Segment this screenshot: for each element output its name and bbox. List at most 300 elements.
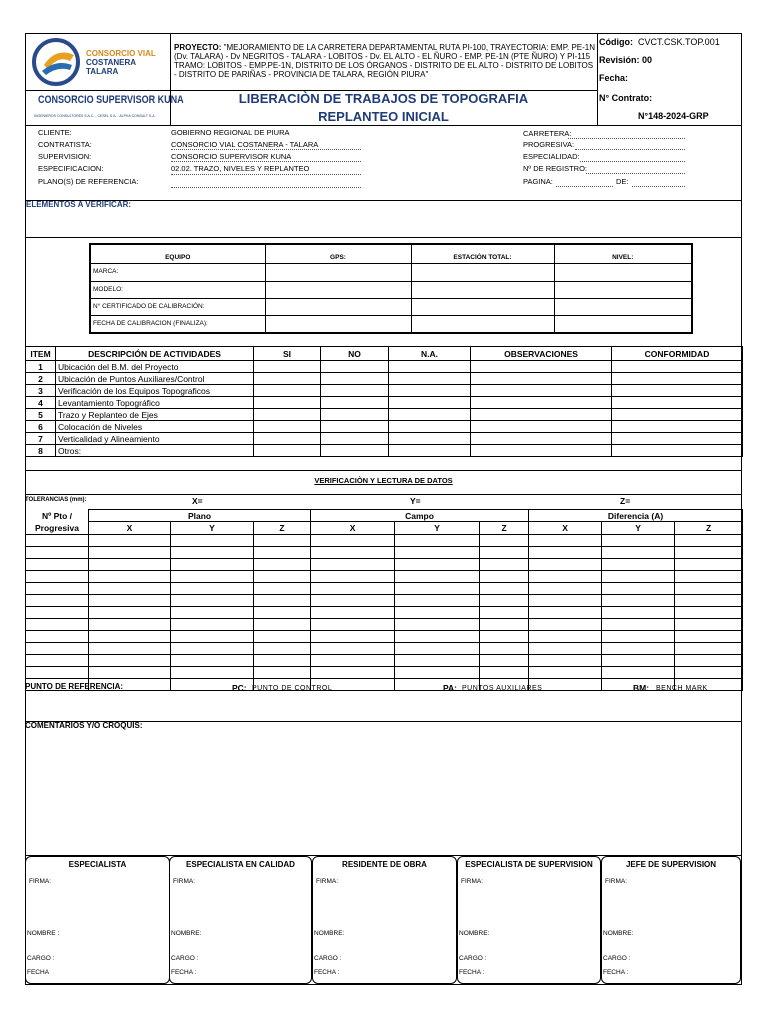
conformidad-cell[interactable] (612, 361, 743, 373)
conformidad-cell[interactable] (612, 421, 743, 433)
reading-cell[interactable] (171, 654, 254, 666)
reading-cell[interactable] (26, 582, 89, 594)
no-cell[interactable] (321, 373, 389, 385)
contratista-label: CONTRATISTA: (38, 140, 92, 149)
reading-cell[interactable] (311, 606, 395, 618)
activity-description: Verticalidad y Alineamiento (56, 433, 254, 445)
cell[interactable] (265, 315, 411, 333)
reading-cell[interactable] (529, 570, 602, 582)
reading-cell[interactable] (311, 570, 395, 582)
de-label: DE: (616, 177, 629, 186)
tol-x: X= (192, 496, 203, 506)
reading-cell[interactable] (675, 618, 743, 630)
fecha-label: Fecha: (599, 73, 629, 83)
table-row (26, 642, 743, 654)
reading-cell[interactable] (26, 546, 89, 558)
nombre-label: NOMBRE: (171, 930, 202, 937)
table-row (26, 594, 743, 606)
si-cell[interactable] (254, 385, 321, 397)
field-line[interactable] (171, 149, 361, 150)
reading-cell[interactable] (311, 594, 395, 606)
reading-cell[interactable] (529, 618, 602, 630)
reading-cell[interactable] (26, 654, 89, 666)
reading-cell[interactable] (395, 582, 480, 594)
project-block (174, 43, 596, 79)
reading-cell[interactable] (254, 558, 311, 570)
contratista-value: CONSORCIO VIAL COSTANERA - TALARA (171, 140, 319, 149)
reading-cell[interactable] (602, 618, 675, 630)
table-row (26, 618, 743, 630)
planos-field[interactable] (171, 187, 361, 188)
bm-label: BM: (633, 683, 650, 693)
progresiva-field[interactable] (575, 149, 685, 150)
z-header: Z (675, 522, 743, 534)
reading-cell[interactable] (675, 582, 743, 594)
reading-cell[interactable] (311, 618, 395, 630)
comentarios-title: COMENTARIOS Y/O CROQUIS: (25, 721, 143, 730)
reading-cell[interactable] (602, 570, 675, 582)
reading-cell[interactable] (171, 642, 254, 654)
reading-cell[interactable] (89, 582, 171, 594)
si-cell[interactable] (254, 421, 321, 433)
especialidad-label: ESPECIALIDAD: (523, 152, 580, 161)
y-header: Y (171, 522, 254, 534)
firma-label: FIRMA: (461, 878, 484, 885)
reading-cell[interactable] (529, 558, 602, 570)
reading-cell[interactable] (480, 546, 529, 558)
pto-header (26, 510, 89, 535)
item-number: 6 (26, 421, 56, 433)
na-cell[interactable] (389, 361, 471, 373)
reading-cell[interactable] (254, 570, 311, 582)
cell[interactable] (554, 298, 692, 315)
reading-cell[interactable] (602, 594, 675, 606)
reading-cell[interactable] (395, 570, 480, 582)
registro-label: Nº DE REGISTRO: (523, 164, 587, 173)
observaciones-cell[interactable] (471, 385, 612, 397)
reading-cell[interactable] (395, 642, 480, 654)
si-cell[interactable] (254, 445, 321, 457)
conformidad-cell[interactable] (612, 409, 743, 421)
reading-cell[interactable] (480, 558, 529, 570)
reading-cell[interactable] (675, 666, 743, 678)
divider (25, 125, 742, 126)
na-cell[interactable] (389, 433, 471, 445)
observaciones-cell[interactable] (471, 409, 612, 421)
pto-header-line2: Progresiva (35, 522, 79, 533)
fecha-label: FECHA : (314, 969, 340, 976)
na-cell[interactable] (389, 397, 471, 409)
si-cell[interactable] (254, 433, 321, 445)
nombre-label: NOMBRE : (27, 930, 60, 937)
reading-cell[interactable] (675, 534, 743, 546)
nombre-label: NOMBRE: (314, 930, 345, 937)
certificado-label: N° CERTIFICADO DE CALIBRACIÓN: (90, 298, 265, 315)
carretera-field[interactable] (568, 138, 685, 139)
reading-cell[interactable] (171, 558, 254, 570)
divider (25, 494, 742, 495)
reading-cell[interactable] (254, 534, 311, 546)
item-number: 5 (26, 409, 56, 421)
reading-cell[interactable] (529, 642, 602, 654)
item-number: 3 (26, 385, 56, 397)
reading-cell[interactable] (311, 666, 395, 678)
activity-description: Levantamiento Topográfico (56, 397, 254, 409)
contractor-logo (30, 37, 168, 87)
supervisor-sub: INGENIEROS CONSULTORES S.A.C. - CESEL S.A. - ALPHA CONSULT S.A. (34, 114, 156, 118)
na-cell[interactable] (389, 409, 471, 421)
especialidad-field[interactable] (580, 161, 685, 162)
item-header: ITEM (26, 347, 56, 361)
reading-cell[interactable] (89, 606, 171, 618)
reading-cell[interactable] (395, 558, 480, 570)
firma-label: FIRMA: (173, 878, 196, 885)
reading-cell[interactable] (26, 642, 89, 654)
reading-cell[interactable] (311, 534, 395, 546)
fecha-label: FECHA : (603, 969, 629, 976)
reading-cell[interactable] (26, 594, 89, 606)
reading-cell[interactable] (89, 570, 171, 582)
reading-cell[interactable] (675, 642, 743, 654)
signature-box[interactable] (601, 856, 741, 984)
no-cell[interactable] (321, 433, 389, 445)
table-row (26, 421, 743, 433)
reading-cell[interactable] (602, 630, 675, 642)
observaciones-header: OBSERVACIONES (471, 347, 612, 361)
logo-line3: TALARA (86, 67, 119, 76)
reading-cell[interactable] (26, 534, 89, 546)
lectura-title: VERIFICACIÒN Y LECTURA DE DATOS (314, 476, 453, 485)
tol-z: Z= (620, 496, 631, 506)
supervision-label: SUPERVISION: (38, 152, 92, 161)
conformidad-cell[interactable] (612, 373, 743, 385)
modelo-label: MODELO: (90, 281, 265, 298)
reading-cell[interactable] (26, 630, 89, 642)
reading-cell[interactable] (675, 558, 743, 570)
reading-cell[interactable] (171, 546, 254, 558)
reading-cell[interactable] (89, 642, 171, 654)
cell[interactable] (554, 263, 692, 281)
conformidad-cell[interactable] (612, 433, 743, 445)
planos-label: PLANO(S) DE REFERENCIA: (38, 177, 139, 186)
project-label: PROYECTO: (174, 43, 222, 52)
x-header: X (529, 522, 602, 534)
reading-cell[interactable] (480, 582, 529, 594)
reading-cell[interactable] (480, 534, 529, 546)
nivel-header: NIVEL: (554, 244, 692, 263)
reading-cell[interactable] (171, 534, 254, 546)
reading-cell[interactable] (254, 546, 311, 558)
form-title: LIBERACIÒN DE TRABAJOS DE TOPOGRAFIA (238, 91, 529, 106)
reading-cell[interactable] (675, 570, 743, 582)
codigo-label: Código: (599, 37, 633, 47)
consortium-emblem-icon (30, 37, 82, 87)
reading-cell[interactable] (171, 594, 254, 606)
reading-cell[interactable] (602, 606, 675, 618)
reading-cell[interactable] (254, 618, 311, 630)
reading-cell[interactable] (529, 630, 602, 642)
y-header: Y (395, 522, 480, 534)
reading-cell[interactable] (602, 558, 675, 570)
referencia-title: PUNTO DE REFERENCIA: (25, 682, 124, 691)
z-header: Z (480, 522, 529, 534)
reading-cell[interactable] (171, 618, 254, 630)
reading-cell[interactable] (529, 534, 602, 546)
reading-cell[interactable] (602, 666, 675, 678)
field-line[interactable] (171, 174, 361, 175)
cell[interactable] (265, 298, 411, 315)
descripcion-header: DESCRIPCIÓN DE ACTIVIDADES (56, 347, 254, 361)
firma-label: FIRMA: (316, 878, 339, 885)
no-cell[interactable] (321, 409, 389, 421)
reading-cell[interactable] (602, 642, 675, 654)
reading-cell[interactable] (311, 558, 395, 570)
project-text: "MEJORAMIENTO DE LA CARRETERA DEPARTAMENTAL RUTA PI-100, TRAYECTORIA: EMP. PE-1N (Dv. TALARA) - Dv NEGRITOS - TALARA - LOBITOS - Dv. EL ALTO - EL ÑURO - EMP. PE-1N (PTE ÑURO) Y PI-115 TRAMO: LOBITOS - EMP.PE-1N, DISTRITO DE LOS ÓRGANOS - DISTRITO DE EL ALTO - DISTRITO DE LOBITOS - DISTRITO DE PARIÑAS - PROVINCIA DE TALARA, REGIÓN PIURA" (174, 43, 596, 79)
reading-cell[interactable] (395, 630, 480, 642)
item-number: 2 (26, 373, 56, 385)
reading-cell[interactable] (602, 534, 675, 546)
fecha-calibracion-label: FECHA DE CALIBRACION (FINALIZA): (90, 315, 265, 333)
observaciones-cell[interactable] (471, 421, 612, 433)
reading-cell[interactable] (26, 666, 89, 678)
reading-cell[interactable] (602, 654, 675, 666)
activity-description: Otros: (56, 445, 254, 457)
reading-cell[interactable] (529, 654, 602, 666)
reading-cell[interactable] (529, 594, 602, 606)
reading-cell[interactable] (480, 594, 529, 606)
reading-cell[interactable] (171, 630, 254, 642)
reading-cell[interactable] (529, 666, 602, 678)
contrato-label: N° Contrato: (599, 93, 653, 103)
reading-cell[interactable] (480, 666, 529, 678)
reading-cell[interactable] (254, 630, 311, 642)
reading-cell[interactable] (529, 582, 602, 594)
reading-cell[interactable] (26, 558, 89, 570)
no-cell[interactable] (321, 445, 389, 457)
bm-text: BENCH MARK (656, 685, 708, 692)
plano-header: Plano (89, 510, 311, 522)
readings-table (25, 509, 743, 691)
reading-cell[interactable] (395, 666, 480, 678)
reading-cell[interactable] (480, 570, 529, 582)
signature-box[interactable] (312, 856, 457, 984)
reading-cell[interactable] (311, 642, 395, 654)
cell[interactable] (554, 315, 692, 333)
na-cell[interactable] (389, 445, 471, 457)
logo-line1: CONSORCIO VIAL (86, 49, 156, 58)
table-row (26, 361, 743, 373)
cell[interactable] (411, 315, 554, 333)
no-cell[interactable] (321, 397, 389, 409)
divider (25, 470, 742, 471)
cell[interactable] (411, 298, 554, 315)
divider (25, 237, 742, 238)
reading-cell[interactable] (675, 606, 743, 618)
reading-cell[interactable] (89, 546, 171, 558)
marca-label: MARCA: (90, 263, 265, 281)
z-header: Z (254, 522, 311, 534)
pa-text: PUNTOS AUXILIARES (462, 685, 543, 692)
reading-cell[interactable] (89, 558, 171, 570)
si-cell[interactable] (254, 409, 321, 421)
table-row (26, 385, 743, 397)
estacion-header: ESTACIÓN TOTAL: (411, 244, 554, 263)
reading-cell[interactable] (311, 546, 395, 558)
cargo-label: CARGO : (603, 955, 631, 962)
reading-cell[interactable] (254, 642, 311, 654)
si-cell[interactable] (254, 373, 321, 385)
observaciones-cell[interactable] (471, 445, 612, 457)
reading-cell[interactable] (480, 606, 529, 618)
signature-role: ESPECIALISTA EN CALIDAD (186, 860, 295, 869)
reading-cell[interactable] (254, 606, 311, 618)
reading-cell[interactable] (602, 582, 675, 594)
reading-cell[interactable] (675, 654, 743, 666)
reading-cell[interactable] (311, 582, 395, 594)
reading-cell[interactable] (480, 618, 529, 630)
signature-box[interactable] (25, 856, 170, 984)
na-cell[interactable] (389, 373, 471, 385)
reading-cell[interactable] (395, 594, 480, 606)
reading-cell[interactable] (171, 570, 254, 582)
reading-cell[interactable] (89, 594, 171, 606)
activity-description: Ubicación de Puntos Auxiliares/Control (56, 373, 254, 385)
divider (25, 90, 170, 91)
no-cell[interactable] (321, 385, 389, 397)
reading-cell[interactable] (675, 546, 743, 558)
logo-line2: COSTANERA (86, 58, 137, 67)
activity-description: Colocación de Niveles (56, 421, 254, 433)
reading-cell[interactable] (171, 582, 254, 594)
tol-y: Y= (410, 496, 421, 506)
cell[interactable] (411, 263, 554, 281)
cargo-label: CARGO : (27, 955, 55, 962)
conformidad-cell[interactable] (612, 385, 743, 397)
reading-cell[interactable] (395, 534, 480, 546)
reading-cell[interactable] (395, 606, 480, 618)
reading-cell[interactable] (311, 654, 395, 666)
observaciones-cell[interactable] (471, 397, 612, 409)
pagina-field[interactable] (556, 186, 613, 187)
si-cell[interactable] (254, 361, 321, 373)
na-header: N.A. (389, 347, 471, 361)
x-header: X (89, 522, 171, 534)
reading-cell[interactable] (480, 654, 529, 666)
signature-box[interactable] (457, 856, 601, 984)
no-cell[interactable] (321, 421, 389, 433)
signature-role: JEFE DE SUPERVISION (625, 860, 717, 869)
si-header: SI (254, 347, 321, 361)
reading-cell[interactable] (675, 630, 743, 642)
reading-cell[interactable] (171, 666, 254, 678)
no-header: NO (321, 347, 389, 361)
pa-label: PA: (443, 683, 458, 693)
reading-cell[interactable] (602, 546, 675, 558)
table-row (26, 582, 743, 594)
pagina-label: PAGINA: (523, 177, 553, 186)
observaciones-cell[interactable] (471, 373, 612, 385)
elementos-title: ELEMENTOS A VERIFICAR: (26, 200, 132, 209)
conformidad-header: CONFORMIDAD (612, 347, 743, 361)
revision-label: Revisión: (599, 55, 640, 65)
signature-box[interactable] (169, 856, 312, 984)
si-cell[interactable] (254, 397, 321, 409)
firma-label: FIRMA: (605, 878, 628, 885)
equipo-header: EQUIPO (90, 244, 265, 263)
item-number: 8 (26, 445, 56, 457)
reading-cell[interactable] (480, 630, 529, 642)
reading-cell[interactable] (395, 654, 480, 666)
fecha-label: FECHA : (459, 969, 485, 976)
activity-description: Trazo y Replanteo de Ejes (56, 409, 254, 421)
observaciones-cell[interactable] (471, 433, 612, 445)
activity-description: Verificación de los Equipos Topograficos (56, 385, 254, 397)
reading-cell[interactable] (254, 666, 311, 678)
nombre-label: NOMBRE: (603, 930, 634, 937)
reading-cell[interactable] (529, 546, 602, 558)
reading-cell[interactable] (529, 606, 602, 618)
divider (25, 200, 742, 201)
reading-cell[interactable] (395, 546, 480, 558)
reading-cell[interactable] (26, 618, 89, 630)
table-row (26, 409, 743, 421)
cell[interactable] (411, 281, 554, 298)
table-row (26, 666, 743, 678)
reading-cell[interactable] (254, 582, 311, 594)
reading-cell[interactable] (675, 594, 743, 606)
de-field[interactable] (632, 186, 685, 187)
signature-role: ESPECIALISTA DE SUPERVISION (465, 860, 593, 869)
cargo-label: CARGO : (171, 955, 199, 962)
cliente-label: CLIENTE: (38, 128, 72, 137)
nombre-label: NOMBRE: (459, 930, 490, 937)
firma-label: FIRMA: (29, 878, 52, 885)
cell[interactable] (265, 281, 411, 298)
conformidad-cell[interactable] (612, 397, 743, 409)
reading-cell[interactable] (395, 618, 480, 630)
registro-field[interactable] (586, 173, 685, 174)
reading-cell[interactable] (311, 630, 395, 642)
reading-cell[interactable] (171, 606, 254, 618)
form-subtitle: REPLANTEO INICIAL (318, 109, 449, 124)
reading-cell[interactable] (89, 654, 171, 666)
table-row (26, 570, 743, 582)
reading-cell[interactable] (480, 642, 529, 654)
pto-header-line1: Nº Pto / (41, 510, 73, 521)
na-cell[interactable] (389, 385, 471, 397)
reading-cell[interactable] (254, 654, 311, 666)
reading-cell[interactable] (254, 594, 311, 606)
observaciones-cell[interactable] (471, 361, 612, 373)
reading-cell[interactable] (89, 630, 171, 642)
reading-cell[interactable] (89, 534, 171, 546)
cell[interactable] (265, 263, 411, 281)
table-row (26, 606, 743, 618)
cliente-value: GOBIERNO REGIONAL DE PIURA (171, 128, 290, 137)
no-cell[interactable] (321, 361, 389, 373)
reading-cell[interactable] (89, 618, 171, 630)
table-row (26, 433, 743, 445)
field-line[interactable] (171, 161, 361, 162)
table-row (26, 373, 743, 385)
reading-cell[interactable] (26, 606, 89, 618)
activity-description: Ubicación del B.M. del Proyecto (56, 361, 254, 373)
reading-cell[interactable] (26, 570, 89, 582)
cell[interactable] (554, 281, 692, 298)
na-cell[interactable] (389, 421, 471, 433)
reading-cell[interactable] (89, 666, 171, 678)
conformidad-cell[interactable] (612, 445, 743, 457)
